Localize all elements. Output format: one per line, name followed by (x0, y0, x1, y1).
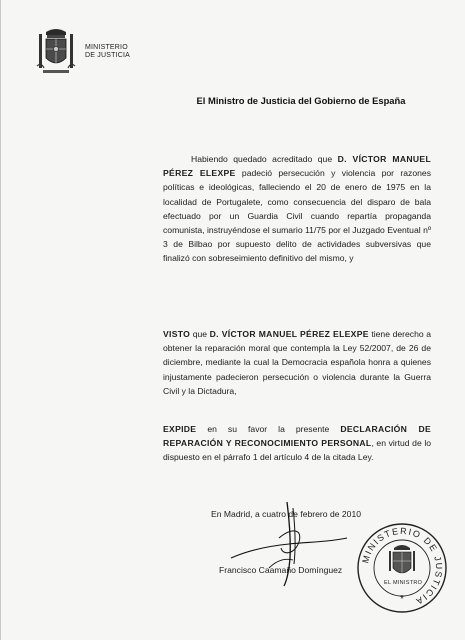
p2-name: D. VÍCTOR MANUEL PÉREZ ELEXPE (209, 329, 369, 339)
ministry-letterhead (85, 44, 130, 60)
p2-text-1: que (190, 329, 210, 339)
p3-declaration: DECLARACIÓN DE REPARACIÓN Y RECONOCIMIENTO PERSONAL (163, 424, 431, 449)
p3-text-1: en su favor la presente (196, 424, 341, 434)
p3-expide: EXPIDE (163, 424, 197, 434)
paragraph-expide (163, 422, 431, 465)
stamp-ring-text: MINISTERIO DE JUSTICIA (360, 525, 445, 608)
stamp-inner-text: EL MINISTRO (384, 580, 423, 586)
p2-visto: VISTO (163, 329, 191, 339)
ministry-seal-stamp (356, 522, 448, 614)
date-line: En Madrid, a cuatro de febrero de 2010 (211, 509, 362, 519)
p1-text-2: padeció persecución y violencia por razones políticas e ideológicas, falleciendo el 20 de enero de 1975 en la localidad de Portugalete, como consecuencia del disparo de bala efectuado por un Guardia Civil cuando repartía propaganda comunista, instruyéndose el sumario 11/75 por el Juzgado Eventual nº 3 de Bilbao por supuesto delito de actividades subversivas que finalizó con sobreseimiento definitivo del mismo, y (163, 168, 431, 264)
paragraph-accreditation (163, 152, 431, 266)
signer-name: Francisco Caamaño Domínguez (219, 565, 343, 575)
p1-name: D. VÍCTOR MANUEL PÉREZ ELEXPE (163, 154, 431, 179)
svg-text:*: * (400, 594, 404, 605)
document-heading: El Ministro de Justicia del Gobierno de España (196, 95, 406, 106)
p2-text-2: tiene derecho a obtener la reparación moral que contempla la Ley 52/2007, de 26 de diciembre, mediante la cual la Democracia española honra a quienes injustamente padecieron persecución o violencia durante la Guerra Civil y la Dictadura, (163, 329, 431, 396)
letterhead-line-2: DE JUSTICIA (85, 52, 130, 59)
letterhead-line-1: MINISTERIO (85, 44, 128, 51)
p3-text-2: , en virtud de lo dispuesto en el párrafo 1 del artículo 4 de la citada Ley. (163, 438, 432, 463)
coat-of-arms-icon (35, 26, 77, 78)
p1-text-1: Habiendo quedado acreditado que (191, 154, 338, 164)
paragraph-visto (163, 327, 431, 398)
